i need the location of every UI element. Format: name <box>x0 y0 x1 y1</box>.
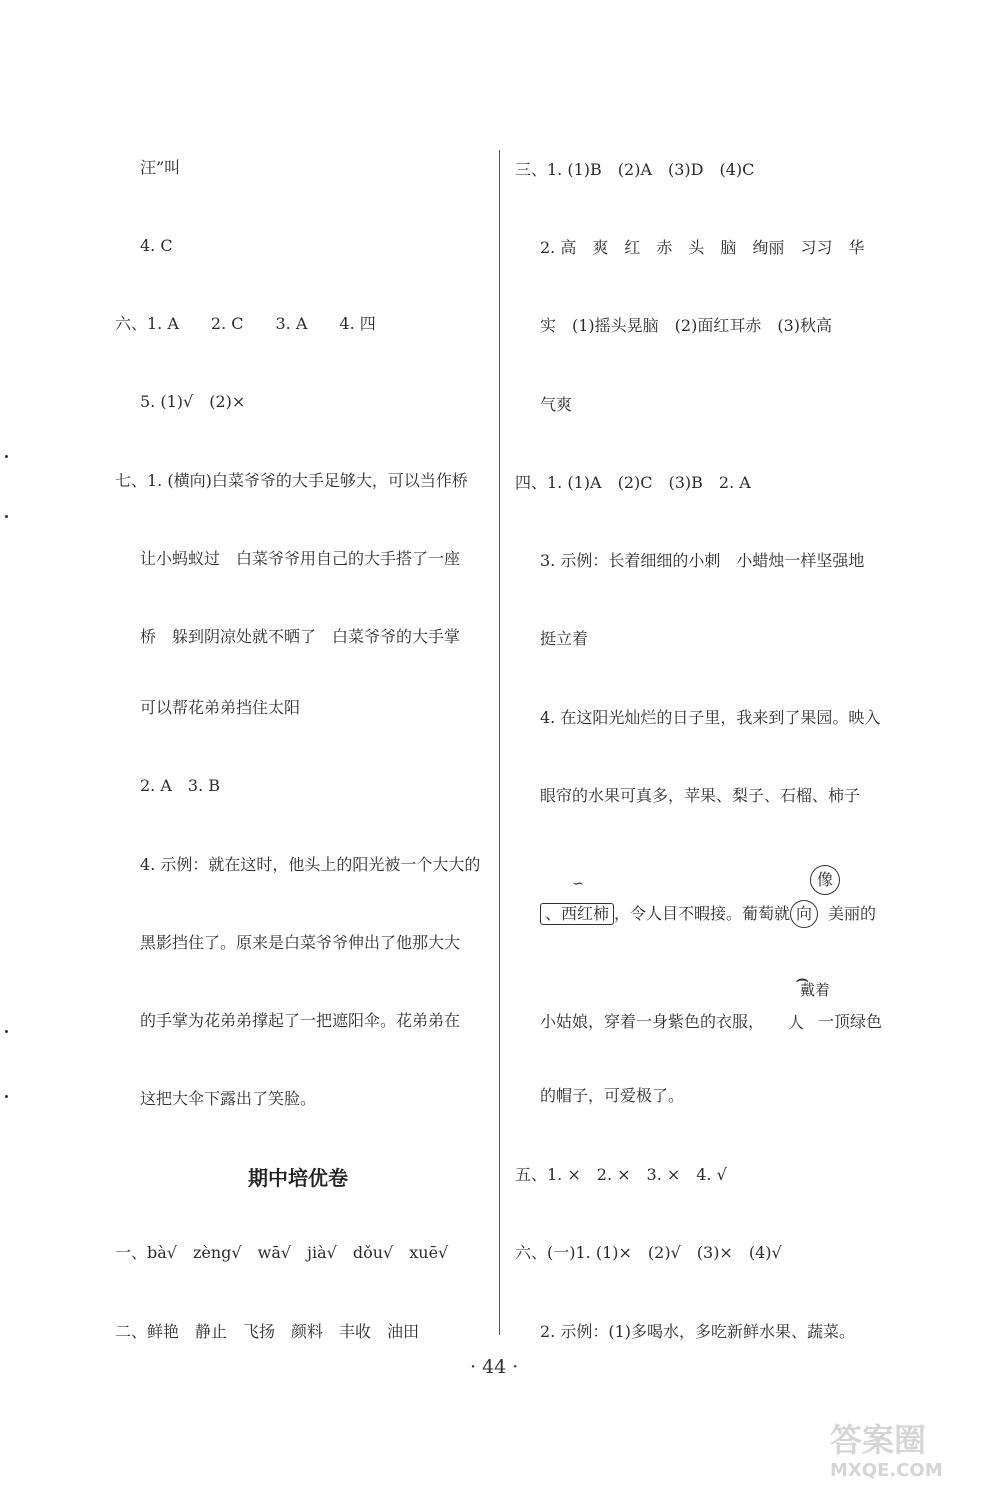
answer-line: 气爽 <box>540 395 573 414</box>
answer-line: 眼帘的水果可真多，苹果、梨子、石榴、柿子 <box>540 786 861 805</box>
answer-line: 2. A 3. B <box>140 776 221 795</box>
answer-line-corrected <box>540 900 876 928</box>
answer-line: 2. 示例：(1)多喝水，多吃新鲜水果、蔬菜。 <box>540 1322 856 1341</box>
answer-line: 4. 在这阳光灿烂的日子里，我来到了果园。映入 <box>540 708 881 727</box>
answer-line: 六、(一)1. (1)× (2)√ (3)× (4)√ <box>515 1243 782 1262</box>
margin-mark <box>5 1095 8 1098</box>
answer-line: 三、1. (1)B (2)A (3)D (4)C <box>515 160 755 179</box>
answer-line: 黑影挡住了。原来是白菜爷爷伸出了他那大大 <box>140 933 461 952</box>
column-divider <box>499 150 500 1335</box>
answer-line: 二、鲜艳 静止 飞扬 颜料 丰收 油田 <box>115 1322 420 1341</box>
circled-word: 向 <box>790 900 818 928</box>
answer-line: 一顶绿色 <box>818 1012 883 1031</box>
page-number: · 44 · <box>470 1356 519 1378</box>
answer-line: 可以帮花弟弟挡住太阳 <box>140 698 301 717</box>
answer-line: 的帽子，可爱极了。 <box>540 1086 685 1105</box>
margin-mark <box>5 515 8 518</box>
answer-line: 六、1. A 2. C 3. A 4. 四 <box>115 314 376 333</box>
answer-line: 四、1. (1)A (2)C (3)B 2. A <box>515 473 751 492</box>
answer-line: 五、1. × 2. × 3. × 4. √ <box>515 1165 727 1184</box>
margin-mark <box>5 1030 8 1033</box>
answer-line: 让小蚂蚁过 白菜爷爷用自己的大手搭了一座 <box>140 549 461 568</box>
watermark-url: MXQE.COM <box>830 1460 943 1481</box>
correction-mark: ∽ <box>572 876 584 892</box>
answer-line: 这把大伞下露出了笑脸。 <box>140 1089 317 1108</box>
watermark-logo <box>805 1415 995 1485</box>
answer-line: 小姑娘，穿着一身紫色的衣服， <box>540 1012 765 1031</box>
answer-line: 4. C <box>140 236 173 255</box>
insertion-caret: 人 <box>788 1013 805 1032</box>
correction-circle: 像 <box>810 865 840 895</box>
answer-text: ，令人目不暇接。葡萄就 <box>614 904 791 923</box>
answer-line: 七、1. (横向)白菜爷爷的大手足够大，可以当作桥 <box>115 471 468 490</box>
watermark-text: 答案圈 <box>830 1421 927 1459</box>
boxed-word: 、西红柿 <box>540 903 614 925</box>
answer-line: 一、bà√ zèng√ wā√ jià√ dǒu√ xuē√ <box>115 1243 449 1262</box>
answer-line: 3. 示例：长着细细的小刺 小蜡烛一样坚强地 <box>540 551 865 570</box>
answer-line: 桥 躲到阴凉处就不晒了 白菜爷爷的大手掌 <box>140 627 461 646</box>
answer-line: 实 (1)摇头晃脑 (2)面红耳赤 (3)秋高 <box>540 316 832 335</box>
answer-line: 挺立着 <box>540 629 589 648</box>
answer-line: 2. 高 爽 红 赤 头 脑 绚丽 习习 华 <box>540 238 865 257</box>
answer-line: 5. (1)√ (2)× <box>140 392 246 411</box>
section-title: 期中培优卷 <box>248 1166 348 1190</box>
answer-line: 的手掌为花弟弟撑起了一把遮阳伞。花弟弟在 <box>140 1011 461 1030</box>
answer-text: 美丽的 <box>828 904 877 923</box>
insertion-brace: ⌢ <box>795 967 810 992</box>
insertion-text: 戴着 <box>800 981 831 999</box>
answer-line: 4. 示例：就在这时，他头上的阳光被一个大大的 <box>140 855 481 874</box>
answer-line: 汪”叫 <box>140 158 181 177</box>
margin-mark <box>5 455 8 458</box>
